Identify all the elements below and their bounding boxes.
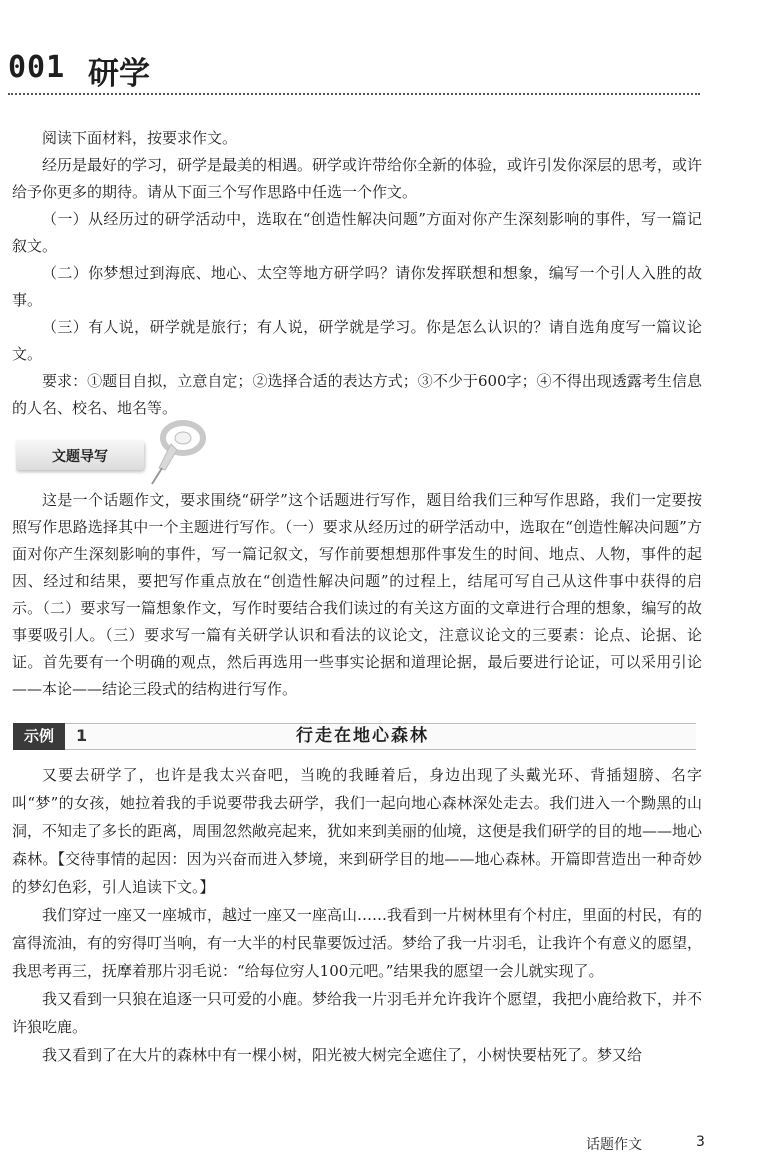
prompt-paragraph: （三）有人说，研学就是旅行；有人说，研学就是学习。你是怎么认识的？请自选角度写一篇议论文。 [12,318,702,363]
section-number: 001 [8,50,66,85]
example-paragraph: 我又看到了在大片的森林中有一棵小树，阳光被大树完全遮住了，小树快要枯死了。梦又给 [42,1046,643,1064]
guide-paragraph: 这是一个话题作文，要求围绕“研学”这个话题进行写作，题目给我们三种写作思路，我们一定要按照写作思路选择其中一个主题进行写作。（一）要求从经历过的研学活动中，选取在“创造性解决问题”方面对你产生深刻影响的事件，写一篇记叙文，写作前要想想那件事发生的时间、地点、人物，事件的起因、经过和结果，要把写作重点放在“创造性解决问题”的过程上，结尾可写自己从这件事中获得的启示。（二）要求写一篇想象作文，写作时要结合我们读过的有关这方面的文章进行合理的想象，编写的故事要吸引人。（三）要求写一篇有关研学认识和看法的议论文，注意议论文的三要素：论点、论据、论证。首先要有一个明确的观点，然后再选用一些事实论据和道理论据，最后要进行论证，可以采用引论——本论——结论三段式的结构进行写作。 [12,491,702,698]
prompt-paragraph: （二）你梦想过到海底、地心、太空等地方研学吗？请你发挥联想和想象，编写一个引人入胜的故事。 [12,264,702,309]
prompt-block [12,125,702,422]
example-paragraph: 我们穿过一座又一座城市，越过一座又一座高山……我看到一片树林里有个村庄，里面的村民，有的富得流油，有的穷得叮当响，有一大半的村民靠要饭过活。梦给了我一片羽毛，让我许个有意义的愿望，我思考再三，抚摩着那片羽毛说：“给每位穷人100元吧。”结果我的愿望一会儿就实现了。 [12,906,703,980]
section-title: 研学 [88,56,150,92]
example-paragraph: 我又看到一只狼在追逐一只可爱的小鹿。梦给我一片羽毛并允许我许个愿望，我把小鹿给救下，并不许狼吃鹿。 [12,990,703,1036]
prompt-paragraph: 经历是最好的学习，研学是最美的相遇。研学或许带给你全新的体验，或许引发你深层的思考，或许给予你更多的期待。请从下面三个写作思路中任选一个作文。 [12,156,703,201]
footer-section-label: 话题作文 [586,1137,642,1153]
guide-tag-label: 文题导写 [52,449,108,465]
guide-block [12,487,702,703]
dotted-divider [8,93,700,95]
example-number: 1 [76,726,88,745]
example-block [12,761,702,1069]
guide-tag [16,440,144,470]
prompt-paragraph: 阅读下面材料，按要求作文。 [42,129,238,147]
example-title: 行走在地心森林 [296,726,429,746]
page-number: 3 [696,1134,705,1150]
prompt-paragraph: 要求：①题目自拟，立意自定；②选择合适的表达方式；③不少于600字；④不得出现透露考生信息的人名、校名、地名等。 [12,372,702,417]
example-label: 示例 [13,723,65,750]
pushpin-icon [143,418,215,490]
prompt-paragraph: （一）从经历过的研学活动中，选取在“创造性解决问题”方面对你产生深刻影响的事件，写一篇记叙文。 [12,210,702,255]
example-paragraph: 又要去研学了，也许是我太兴奋吧，当晚的我睡着后，身边出现了头戴光环、背插翅膀、名字叫“梦”的女孩，她拉着我的手说要带我去研学，我们一起向地心森林深处走去。我们进入一个黝黑的山洞，不知走了多长的距离，周围忽然敞亮起来，犹如来到美丽的仙境，这便是我们研学的目的地——地心森林。【交待事情的起因：因为兴奋而进入梦境，来到研学目的地——地心森林。开篇即营造出一种奇妙的梦幻色彩，引人追读下文。】 [12,766,703,896]
